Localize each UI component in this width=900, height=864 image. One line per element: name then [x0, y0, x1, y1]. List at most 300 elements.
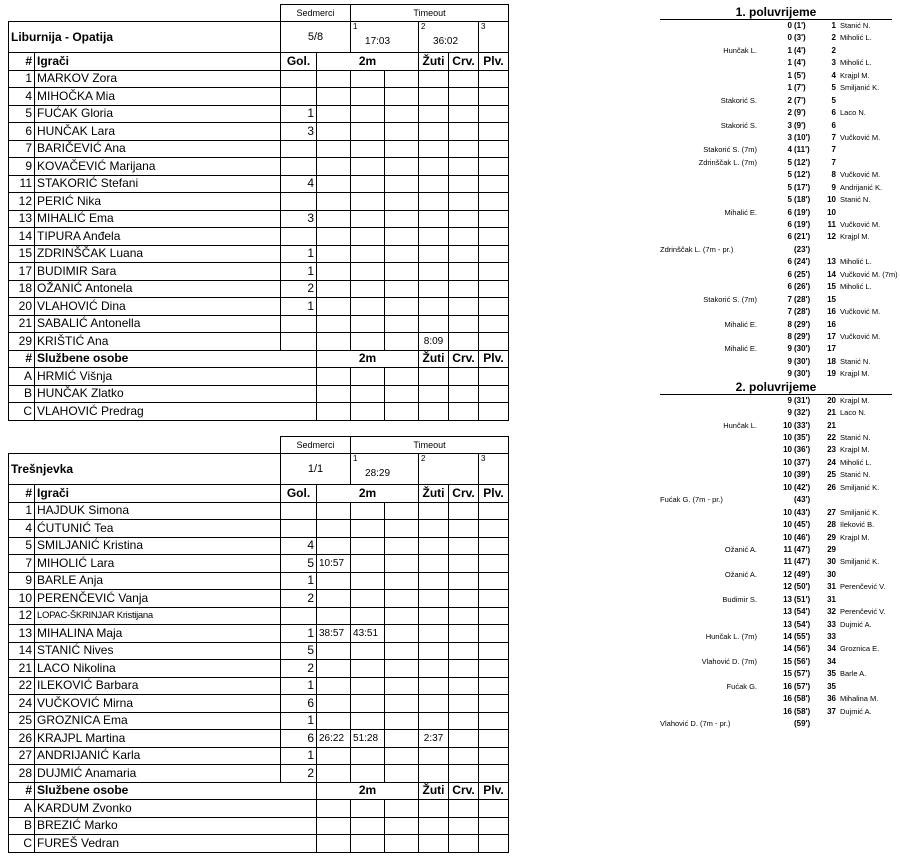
player-row — [9, 105, 509, 123]
player-number: 21 — [9, 315, 35, 333]
player-goals — [281, 140, 317, 158]
player-blue — [479, 572, 509, 590]
player-2min-1 — [317, 70, 351, 88]
event-away-score: 14 — [827, 269, 836, 279]
official-letter: C — [9, 835, 35, 853]
event-minute: (42') — [794, 482, 811, 492]
col-yellow-header: Žuti — [419, 485, 449, 503]
official-blue — [479, 368, 509, 386]
event-minute: (18') — [794, 195, 811, 205]
officials-yellow-header: Žuti — [419, 350, 449, 368]
event-home-score: 1 — [787, 58, 792, 68]
timeout-3 — [479, 454, 509, 485]
event-row — [660, 144, 892, 156]
event-home-player: Vlahović D. (7m - pr.) — [660, 719, 731, 729]
event-home-score: 3 — [787, 132, 792, 142]
player-2min-1: 38:57 — [317, 625, 351, 643]
player-goals — [281, 228, 317, 246]
player-number: 27 — [9, 747, 35, 765]
event-home-player: Stakorić S. (7m) — [703, 294, 757, 304]
official-2min — [317, 403, 351, 421]
event-row — [660, 469, 892, 481]
player-2min-3 — [385, 175, 419, 193]
event-away-score: 30 — [827, 569, 836, 579]
player-name: KOVAČEVIĆ Marijana — [35, 158, 281, 176]
event-away-player: Miholić L. — [840, 457, 872, 467]
player-goals — [281, 70, 317, 88]
player-2min-3 — [385, 193, 419, 211]
event-away-score: 2 — [831, 45, 836, 55]
event-away-score: 22 — [827, 433, 836, 442]
player-number: 14 — [9, 228, 35, 246]
team-name: Liburnija - Opatija — [9, 22, 281, 53]
official-yellow — [419, 800, 449, 818]
official-2min — [351, 368, 385, 386]
player-number: 9 — [9, 572, 35, 590]
event-home-score: 1 — [787, 70, 792, 80]
official-name: KARDUM Zvonko — [35, 800, 317, 818]
event-minute: (47') — [794, 557, 811, 567]
event-away-score: 24 — [827, 457, 836, 467]
event-home-score: 3 — [787, 120, 792, 130]
official-2min — [385, 800, 419, 818]
player-goals — [281, 315, 317, 333]
player-name: SMILJANIĆ Kristina — [35, 537, 281, 555]
player-row — [9, 193, 509, 211]
player-name: HUNČAK Lara — [35, 123, 281, 141]
player-2min-1 — [317, 520, 351, 538]
player-2min-3 — [385, 765, 419, 783]
event-minute: (43') — [794, 495, 811, 505]
player-2min-3 — [385, 572, 419, 590]
player-number: 1 — [9, 70, 35, 88]
player-yellow — [419, 210, 449, 228]
event-minute: (49') — [794, 569, 811, 579]
event-row — [660, 132, 892, 144]
event-away-player: Krajpl M. — [840, 532, 870, 542]
event-away-score: 26 — [827, 482, 836, 492]
player-number: 9 — [9, 158, 35, 176]
player-red — [449, 193, 479, 211]
player-2min-1: 10:57 — [317, 555, 351, 573]
event-home-score: 9 — [787, 356, 792, 366]
event-away-player: Miholić L. — [840, 33, 872, 43]
player-name: OŽANIĆ Antonela — [35, 280, 281, 298]
player-number: 14 — [9, 642, 35, 660]
player-yellow — [419, 280, 449, 298]
event-minute: (30') — [794, 369, 811, 379]
player-name: MIHOLIĆ Lara — [35, 555, 281, 573]
timeout-3 — [479, 22, 509, 53]
event-away-player: Vučković M. — [840, 220, 881, 229]
official-yellow — [419, 368, 449, 386]
player-blue — [479, 555, 509, 573]
col-number-header: # — [9, 485, 35, 503]
col-red-header: Crv. — [449, 485, 479, 503]
player-2min-1 — [317, 502, 351, 520]
official-2min — [385, 403, 419, 421]
event-row — [660, 319, 892, 331]
player-2min-2 — [351, 712, 385, 730]
player-2min-1 — [317, 695, 351, 713]
col-players-header: Igrači — [35, 53, 281, 71]
col-red-header: Crv. — [449, 53, 479, 71]
player-2min-3 — [385, 123, 419, 141]
official-2min — [385, 835, 419, 853]
player-number: 20 — [9, 298, 35, 316]
event-minute: (56') — [794, 644, 811, 654]
player-2min-3 — [385, 730, 419, 748]
player-name: KRAJPL Martina — [35, 730, 281, 748]
player-2min-2 — [351, 502, 385, 520]
event-minute: (39') — [794, 470, 811, 480]
event-minute: (11') — [794, 145, 810, 155]
player-row — [9, 140, 509, 158]
event-away-score: 17 — [827, 344, 836, 354]
player-blue — [479, 315, 509, 333]
player-goals: 1 — [281, 245, 317, 263]
timeout-time: 36:02 — [433, 36, 459, 47]
player-2min-3 — [385, 140, 419, 158]
event-away-score: 1 — [831, 21, 836, 30]
official-2min — [385, 385, 419, 403]
event-home-score: 16 — [783, 694, 792, 704]
player-2min-2 — [351, 555, 385, 573]
col-blue-header: Plv. — [479, 53, 509, 71]
player-goals: 1 — [281, 105, 317, 123]
event-away-player: Ileković B. — [840, 520, 875, 530]
event-home-score: 7 — [787, 294, 792, 304]
event-home-score: 11 — [783, 544, 792, 554]
event-minute: (4') — [794, 58, 806, 68]
event-away-player: Miholić L. — [840, 58, 872, 68]
event-away-score: 7 — [831, 132, 836, 142]
official-red — [449, 800, 479, 818]
event-minute: (21') — [794, 232, 811, 242]
player-2min-2 — [351, 105, 385, 123]
event-row — [660, 507, 892, 519]
event-away-score: 31 — [827, 582, 836, 592]
player-2min-2 — [351, 520, 385, 538]
player-2min-2 — [351, 572, 385, 590]
officials-red-header: Crv. — [449, 782, 479, 800]
event-home-player: Budimir S. — [722, 594, 757, 604]
player-number: 18 — [9, 280, 35, 298]
player-2min-1 — [317, 88, 351, 106]
event-home-score: 5 — [787, 195, 792, 205]
player-yellow — [419, 747, 449, 765]
event-minute: (57') — [794, 681, 811, 691]
official-letter: C — [9, 403, 35, 421]
player-2min-2 — [351, 228, 385, 246]
player-goals: 6 — [281, 730, 317, 748]
player-number: 12 — [9, 193, 35, 211]
official-blue — [479, 385, 509, 403]
timeout-number: 3 — [481, 22, 486, 31]
event-away-score: 13 — [827, 257, 836, 267]
player-2min-2 — [351, 123, 385, 141]
player-blue — [479, 210, 509, 228]
event-home-score: 13 — [783, 619, 792, 629]
col-number-header: # — [9, 53, 35, 71]
event-away-player: Stanić N. — [840, 356, 871, 366]
event-away-score: 35 — [827, 681, 836, 691]
event-away-player: Perenčević V. — [840, 582, 886, 592]
player-number: 22 — [9, 677, 35, 695]
player-2min-2 — [351, 88, 385, 106]
player-blue — [479, 245, 509, 263]
player-2min-3 — [385, 520, 419, 538]
event-home-score: 9 — [787, 369, 792, 379]
event-row — [660, 532, 892, 544]
player-goals: 3 — [281, 210, 317, 228]
player-name: MIHALIĆ Ema — [35, 210, 281, 228]
event-away-score: 30 — [827, 557, 836, 567]
event-home-score: 5 — [787, 182, 792, 192]
player-blue — [479, 642, 509, 660]
player-goals: 1 — [281, 572, 317, 590]
timeout-time: 17:03 — [365, 36, 391, 47]
player-2min-3 — [385, 228, 419, 246]
player-2min-2 — [351, 607, 385, 625]
event-away-player: Stanić N. — [840, 21, 871, 30]
event-row — [660, 668, 892, 680]
player-number: 1 — [9, 502, 35, 520]
player-row — [9, 123, 509, 141]
player-row — [9, 572, 509, 590]
event-minute: (26') — [794, 282, 811, 292]
officials-header: Službene osobe — [35, 350, 317, 368]
timeout-number: 2 — [421, 22, 426, 31]
official-2min — [351, 835, 385, 853]
event-minute: (28') — [794, 307, 811, 317]
player-goals — [281, 607, 317, 625]
event-row — [660, 494, 892, 506]
event-home-player: Stakorić S. — [720, 120, 757, 130]
event-home-score: 10 — [783, 470, 792, 480]
player-number: 12 — [9, 607, 35, 625]
player-row — [9, 537, 509, 555]
timeout-2 — [419, 454, 479, 485]
event-row — [660, 395, 892, 407]
event-away-score: 29 — [827, 532, 836, 542]
player-yellow — [419, 140, 449, 158]
player-goals: 1 — [281, 625, 317, 643]
event-home-player: Vlahović D. (7m) — [701, 656, 757, 666]
event-row — [660, 556, 892, 568]
official-blue — [479, 403, 509, 421]
official-2min — [317, 800, 351, 818]
event-home-score: 10 — [783, 520, 792, 530]
event-row — [660, 519, 892, 531]
player-goals — [281, 158, 317, 176]
event-row — [660, 681, 892, 693]
event-row — [660, 718, 892, 730]
player-2min-1 — [317, 607, 351, 625]
player-blue — [479, 298, 509, 316]
event-away-score: 31 — [827, 594, 836, 604]
player-2min-3 — [385, 747, 419, 765]
team-sheet-away — [8, 436, 508, 853]
event-away-score: 6 — [831, 120, 836, 130]
player-2min-2 — [351, 590, 385, 608]
event-row — [660, 32, 892, 44]
officials-2min-header: 2m — [317, 350, 419, 368]
col-goals-header: Gol. — [281, 485, 317, 503]
player-red — [449, 70, 479, 88]
event-away-score: 15 — [827, 282, 836, 292]
player-blue — [479, 695, 509, 713]
player-blue — [479, 660, 509, 678]
player-2min-3 — [385, 105, 419, 123]
event-home-score: 6 — [787, 232, 792, 242]
timeout-2 — [419, 22, 479, 53]
player-red — [449, 590, 479, 608]
event-row — [660, 120, 892, 132]
player-name: MIHALINA Maja — [35, 625, 281, 643]
player-red — [449, 333, 479, 351]
event-row — [660, 368, 892, 380]
event-row — [660, 407, 892, 419]
player-yellow — [419, 105, 449, 123]
spacer — [9, 437, 281, 454]
player-2min-3 — [385, 712, 419, 730]
spacer — [9, 5, 281, 22]
player-red — [449, 712, 479, 730]
player-number: 13 — [9, 210, 35, 228]
event-minute: (25') — [794, 269, 811, 279]
player-yellow — [419, 263, 449, 281]
player-blue — [479, 280, 509, 298]
event-away-player: Andrijanić K. — [840, 182, 883, 192]
timeout-number: 1 — [353, 454, 358, 463]
col-2min-header: 2m — [317, 53, 419, 71]
player-row — [9, 263, 509, 281]
player-2min-2 — [351, 333, 385, 351]
player-goals: 2 — [281, 590, 317, 608]
player-blue — [479, 607, 509, 625]
event-away-score: 10 — [827, 207, 836, 217]
event-home-score: 9 — [787, 344, 792, 354]
player-blue — [479, 502, 509, 520]
event-away-score: 19 — [827, 369, 836, 379]
event-away-player: Smiljanić K. — [840, 557, 880, 567]
official-letter: B — [9, 385, 35, 403]
event-home-score: 9 — [787, 395, 792, 405]
player-red — [449, 245, 479, 263]
player-row — [9, 298, 509, 316]
official-row — [9, 800, 509, 818]
player-yellow — [419, 158, 449, 176]
player-2min-2 — [351, 245, 385, 263]
player-number: 28 — [9, 765, 35, 783]
player-yellow — [419, 695, 449, 713]
player-number: 15 — [9, 245, 35, 263]
player-name: STAKORIĆ Stefani — [35, 175, 281, 193]
event-minute: (33') — [794, 420, 811, 430]
event-minute: (56') — [794, 656, 811, 666]
official-name: HRMIĆ Višnja — [35, 368, 317, 386]
event-home-score: 1 — [787, 45, 792, 55]
event-away-player: Krajpl M. — [840, 395, 870, 405]
player-blue — [479, 158, 509, 176]
official-name: VLAHOVIĆ Predrag — [35, 403, 317, 421]
event-away-player: Laco N. — [840, 408, 866, 418]
official-2min — [317, 368, 351, 386]
event-row — [660, 269, 898, 281]
player-name: LACO Nikolina — [35, 660, 281, 678]
event-away-player: Miholić L. — [840, 257, 872, 267]
timeout-label: Timeout — [351, 437, 509, 454]
timeout-1 — [351, 454, 419, 485]
event-row — [660, 343, 892, 355]
player-red — [449, 747, 479, 765]
event-row — [660, 45, 892, 57]
player-name: FUĆAK Gloria — [35, 105, 281, 123]
event-minute: (37') — [794, 457, 811, 467]
event-row — [660, 157, 892, 169]
player-row — [9, 175, 509, 193]
officials-red-header: Crv. — [449, 350, 479, 368]
player-name: BUDIMIR Sara — [35, 263, 281, 281]
event-row — [660, 356, 892, 368]
player-number: 6 — [9, 123, 35, 141]
official-row — [9, 817, 509, 835]
event-home-player: Ožanić A. — [724, 569, 757, 579]
player-name: ZDRINŠČAK Luana — [35, 245, 281, 263]
player-2min-2 — [351, 765, 385, 783]
event-away-score: 35 — [827, 669, 836, 679]
player-2min-1 — [317, 747, 351, 765]
event-row — [660, 294, 892, 306]
player-blue — [479, 263, 509, 281]
event-minute: (17') — [794, 182, 811, 192]
player-row — [9, 730, 509, 748]
player-2min-1 — [317, 158, 351, 176]
player-goals: 6 — [281, 695, 317, 713]
event-home-score: 14 — [783, 644, 792, 654]
player-2min-1 — [317, 280, 351, 298]
player-2min-2 — [351, 140, 385, 158]
player-2min-3 — [385, 537, 419, 555]
event-away-player: Smiljanić K. — [840, 83, 880, 93]
event-home-score: 12 — [783, 569, 792, 579]
player-name: SABALIĆ Antonella — [35, 315, 281, 333]
event-away-player: Miholić L. — [840, 282, 872, 292]
player-yellow — [419, 625, 449, 643]
player-row — [9, 333, 509, 351]
player-2min-2 — [351, 193, 385, 211]
event-away-score: 25 — [827, 470, 836, 480]
player-2min-3 — [385, 555, 419, 573]
event-home-player: Hunčak L. — [723, 420, 757, 430]
player-2min-2: 43:51 — [351, 625, 385, 643]
event-home-player: Mihalić E. — [724, 344, 757, 354]
player-red — [449, 730, 479, 748]
player-2min-1 — [317, 590, 351, 608]
event-home-score: 9 — [787, 408, 792, 418]
player-2min-2 — [351, 175, 385, 193]
player-row — [9, 70, 509, 88]
player-2min-3 — [385, 315, 419, 333]
officials-number-header: # — [9, 350, 35, 368]
player-number: 7 — [9, 555, 35, 573]
player-2min-3 — [385, 590, 419, 608]
event-minute: (9') — [794, 108, 806, 118]
event-minute: (51') — [794, 594, 811, 604]
officials-blue-header: Plv. — [479, 350, 509, 368]
event-minute: (1') — [794, 21, 806, 30]
